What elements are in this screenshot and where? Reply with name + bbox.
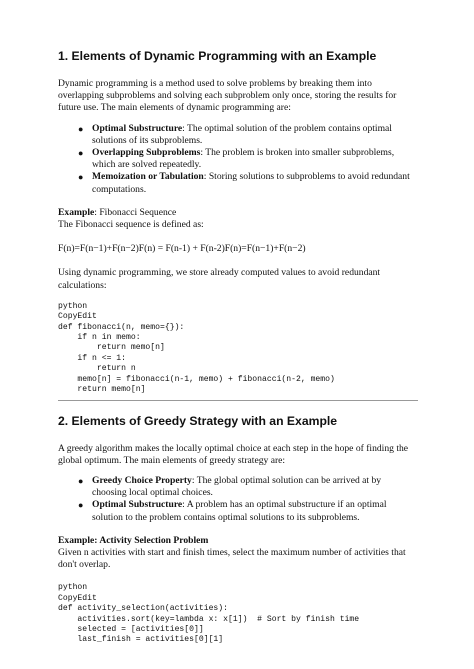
list-item-text: : Storing solutions to subproblems to avoid redundant computations. bbox=[92, 171, 410, 195]
example-label: Example bbox=[58, 534, 95, 546]
example-line bbox=[58, 207, 418, 219]
example-line bbox=[58, 535, 418, 547]
list-item-term: Memoization or Tabulation bbox=[92, 171, 204, 183]
code-block-activity-selection bbox=[58, 583, 418, 645]
code-line: selected = [activities[0]] bbox=[58, 624, 204, 634]
code-line: return n bbox=[58, 364, 136, 374]
bullet-icon: ● bbox=[78, 172, 84, 183]
section-1-heading: 1. Elements of Dynamic Programming with an Example bbox=[58, 49, 377, 63]
example-description: The Fibonacci sequence is defined as: bbox=[58, 219, 204, 231]
list-item-term: Optimal Substructure bbox=[92, 499, 183, 511]
bullet-icon: ● bbox=[78, 475, 84, 486]
code-line: def activity_selection(activities): bbox=[58, 604, 228, 614]
list-item-text: : The optimal solution of the problem contains optimal solutions of its subproblems. bbox=[92, 122, 392, 146]
bullet-icon: ● bbox=[78, 148, 84, 159]
dp-explanation: Using dynamic programming, we store already computed values to avoid redundant calculations: bbox=[58, 267, 381, 291]
section-2-heading: 2. Elements of Greedy Strategy with an Example bbox=[58, 413, 338, 428]
example-title: : Activity Selection Problem bbox=[94, 534, 209, 546]
copy-edit-label: CopyEdit bbox=[58, 312, 97, 322]
section-1-list bbox=[58, 123, 418, 196]
code-line: return memo[n] bbox=[58, 343, 165, 353]
bullet-icon: ● bbox=[78, 500, 84, 511]
example-title: : Fibonacci Sequence bbox=[94, 206, 177, 218]
section-1-intro: Dynamic programming is a method used to solve problems by breaking them into overlapping subproblems and solving each subproblem only once, storing the results for future use. The main elements of dynamic programming are: bbox=[58, 78, 397, 114]
code-block-fibonacci bbox=[58, 302, 418, 396]
list-item-term: Optimal Substructure bbox=[92, 122, 183, 134]
list-item bbox=[58, 171, 418, 195]
list-item-text: : The global optimal solution can be arrived at by choosing local optimal choices. bbox=[92, 474, 382, 499]
list-item bbox=[58, 147, 418, 171]
list-item-term: Overlapping Subproblems bbox=[92, 147, 201, 159]
list-item-term: Greedy Choice Property bbox=[92, 474, 192, 486]
list-item bbox=[58, 475, 418, 499]
code-line: if n <= 1: bbox=[58, 353, 126, 363]
code-line: if n in memo: bbox=[58, 333, 141, 343]
example-label: Example bbox=[58, 206, 95, 218]
list-item-text: : A problem has an optimal substructure if an optimal solution to the problem contains optimal solutions to its subproblems. bbox=[92, 499, 387, 523]
list-item bbox=[58, 499, 418, 523]
code-line: last_finish = activities[0][1] bbox=[58, 635, 224, 645]
list-item bbox=[58, 123, 418, 147]
section-2-intro: A greedy algorithm makes the locally optimal choice at each step in the hope of finding the global optimum. The main elements of greedy strategy are: bbox=[58, 442, 409, 466]
code-line: python bbox=[58, 583, 88, 593]
fibonacci-formula: F(n)=F(n−1)+F(n−2)F(n) = F(n-1) + F(n-2)F(n)=F(n−1)+F(n−2) bbox=[58, 243, 306, 255]
section-2-list bbox=[58, 475, 418, 524]
code-line: return memo[n] bbox=[58, 385, 146, 395]
code-line: def fibonacci(n, memo={}): bbox=[58, 322, 185, 332]
code-line: memo[n] = fibonacci(n-1, memo) + fibonacci(n-2, memo) bbox=[58, 374, 335, 384]
code-line: activities.sort(key=lambda x: x[1]) # Sort by finish time bbox=[58, 614, 360, 624]
bullet-icon: ● bbox=[78, 123, 84, 134]
example-description: Given n activities with start and finish times, select the maximum number of activities that don't overlap. bbox=[58, 546, 406, 571]
list-item-text: : The problem is broken into smaller subproblems, which are solved repeatedly. bbox=[92, 147, 395, 171]
copy-edit-label: CopyEdit bbox=[58, 593, 97, 603]
code-line: python bbox=[58, 301, 88, 311]
